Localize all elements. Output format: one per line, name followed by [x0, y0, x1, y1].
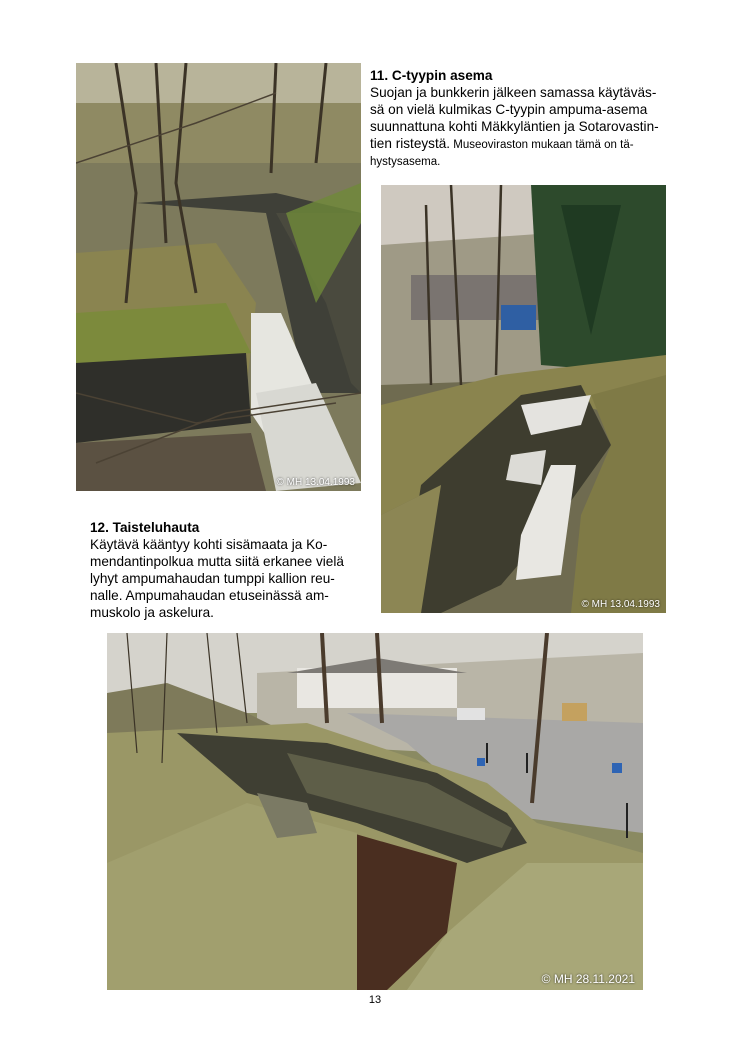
section-11-line-small: hystysasema. [370, 156, 441, 168]
section-11-line [370, 135, 700, 154]
section-12-line: Käytävä kääntyy kohti sisämaata ja Ko- [90, 537, 328, 552]
section-12-line: lyhyt ampumahaudan tumppi kallion reu- [90, 571, 335, 586]
section-12-heading: 12. Taisteluhauta [90, 520, 200, 535]
section-11-line: Suojan ja bunkkerin jälkeen samassa käytäväs- [370, 85, 657, 100]
section-11-line: sä on vielä kulmikas C-tyypin ampuma-asema [370, 102, 648, 117]
page-number: 13 [368, 994, 382, 1006]
section-11 [370, 67, 700, 171]
section-11-line: suunnattuna kohti Mäkkyläntien ja Sotarovastin- [370, 119, 659, 134]
section-11-line-small: Museoviraston mukaan tämä on tä- [450, 139, 634, 151]
section-12-line: nalle. Ampumahaudan etuseinässä am- [90, 588, 329, 603]
photo-credit: © MH 28.11.2021 [541, 972, 635, 986]
photo-trench-2021-image [107, 633, 643, 990]
photo-credit: © MH 13.04.1993 [276, 477, 355, 488]
photo-trench-1993-b-image [381, 185, 666, 613]
photo-trench-1993-a [76, 63, 361, 491]
section-11-heading: 11. C-tyypin asema [370, 68, 493, 83]
photo-trench-1993-a-image [76, 63, 361, 491]
section-12 [90, 519, 380, 621]
photo-trench-2021 [107, 633, 643, 990]
section-12-line: mendantinpolkua mutta siitä erkanee vielä [90, 554, 344, 569]
photo-credit: © MH 13.04.1993 [581, 599, 660, 610]
photo-trench-1993-b [381, 185, 666, 613]
section-12-line: muskolo ja askelura. [90, 605, 214, 620]
section-11-line-main: tien risteystä. [370, 136, 451, 151]
